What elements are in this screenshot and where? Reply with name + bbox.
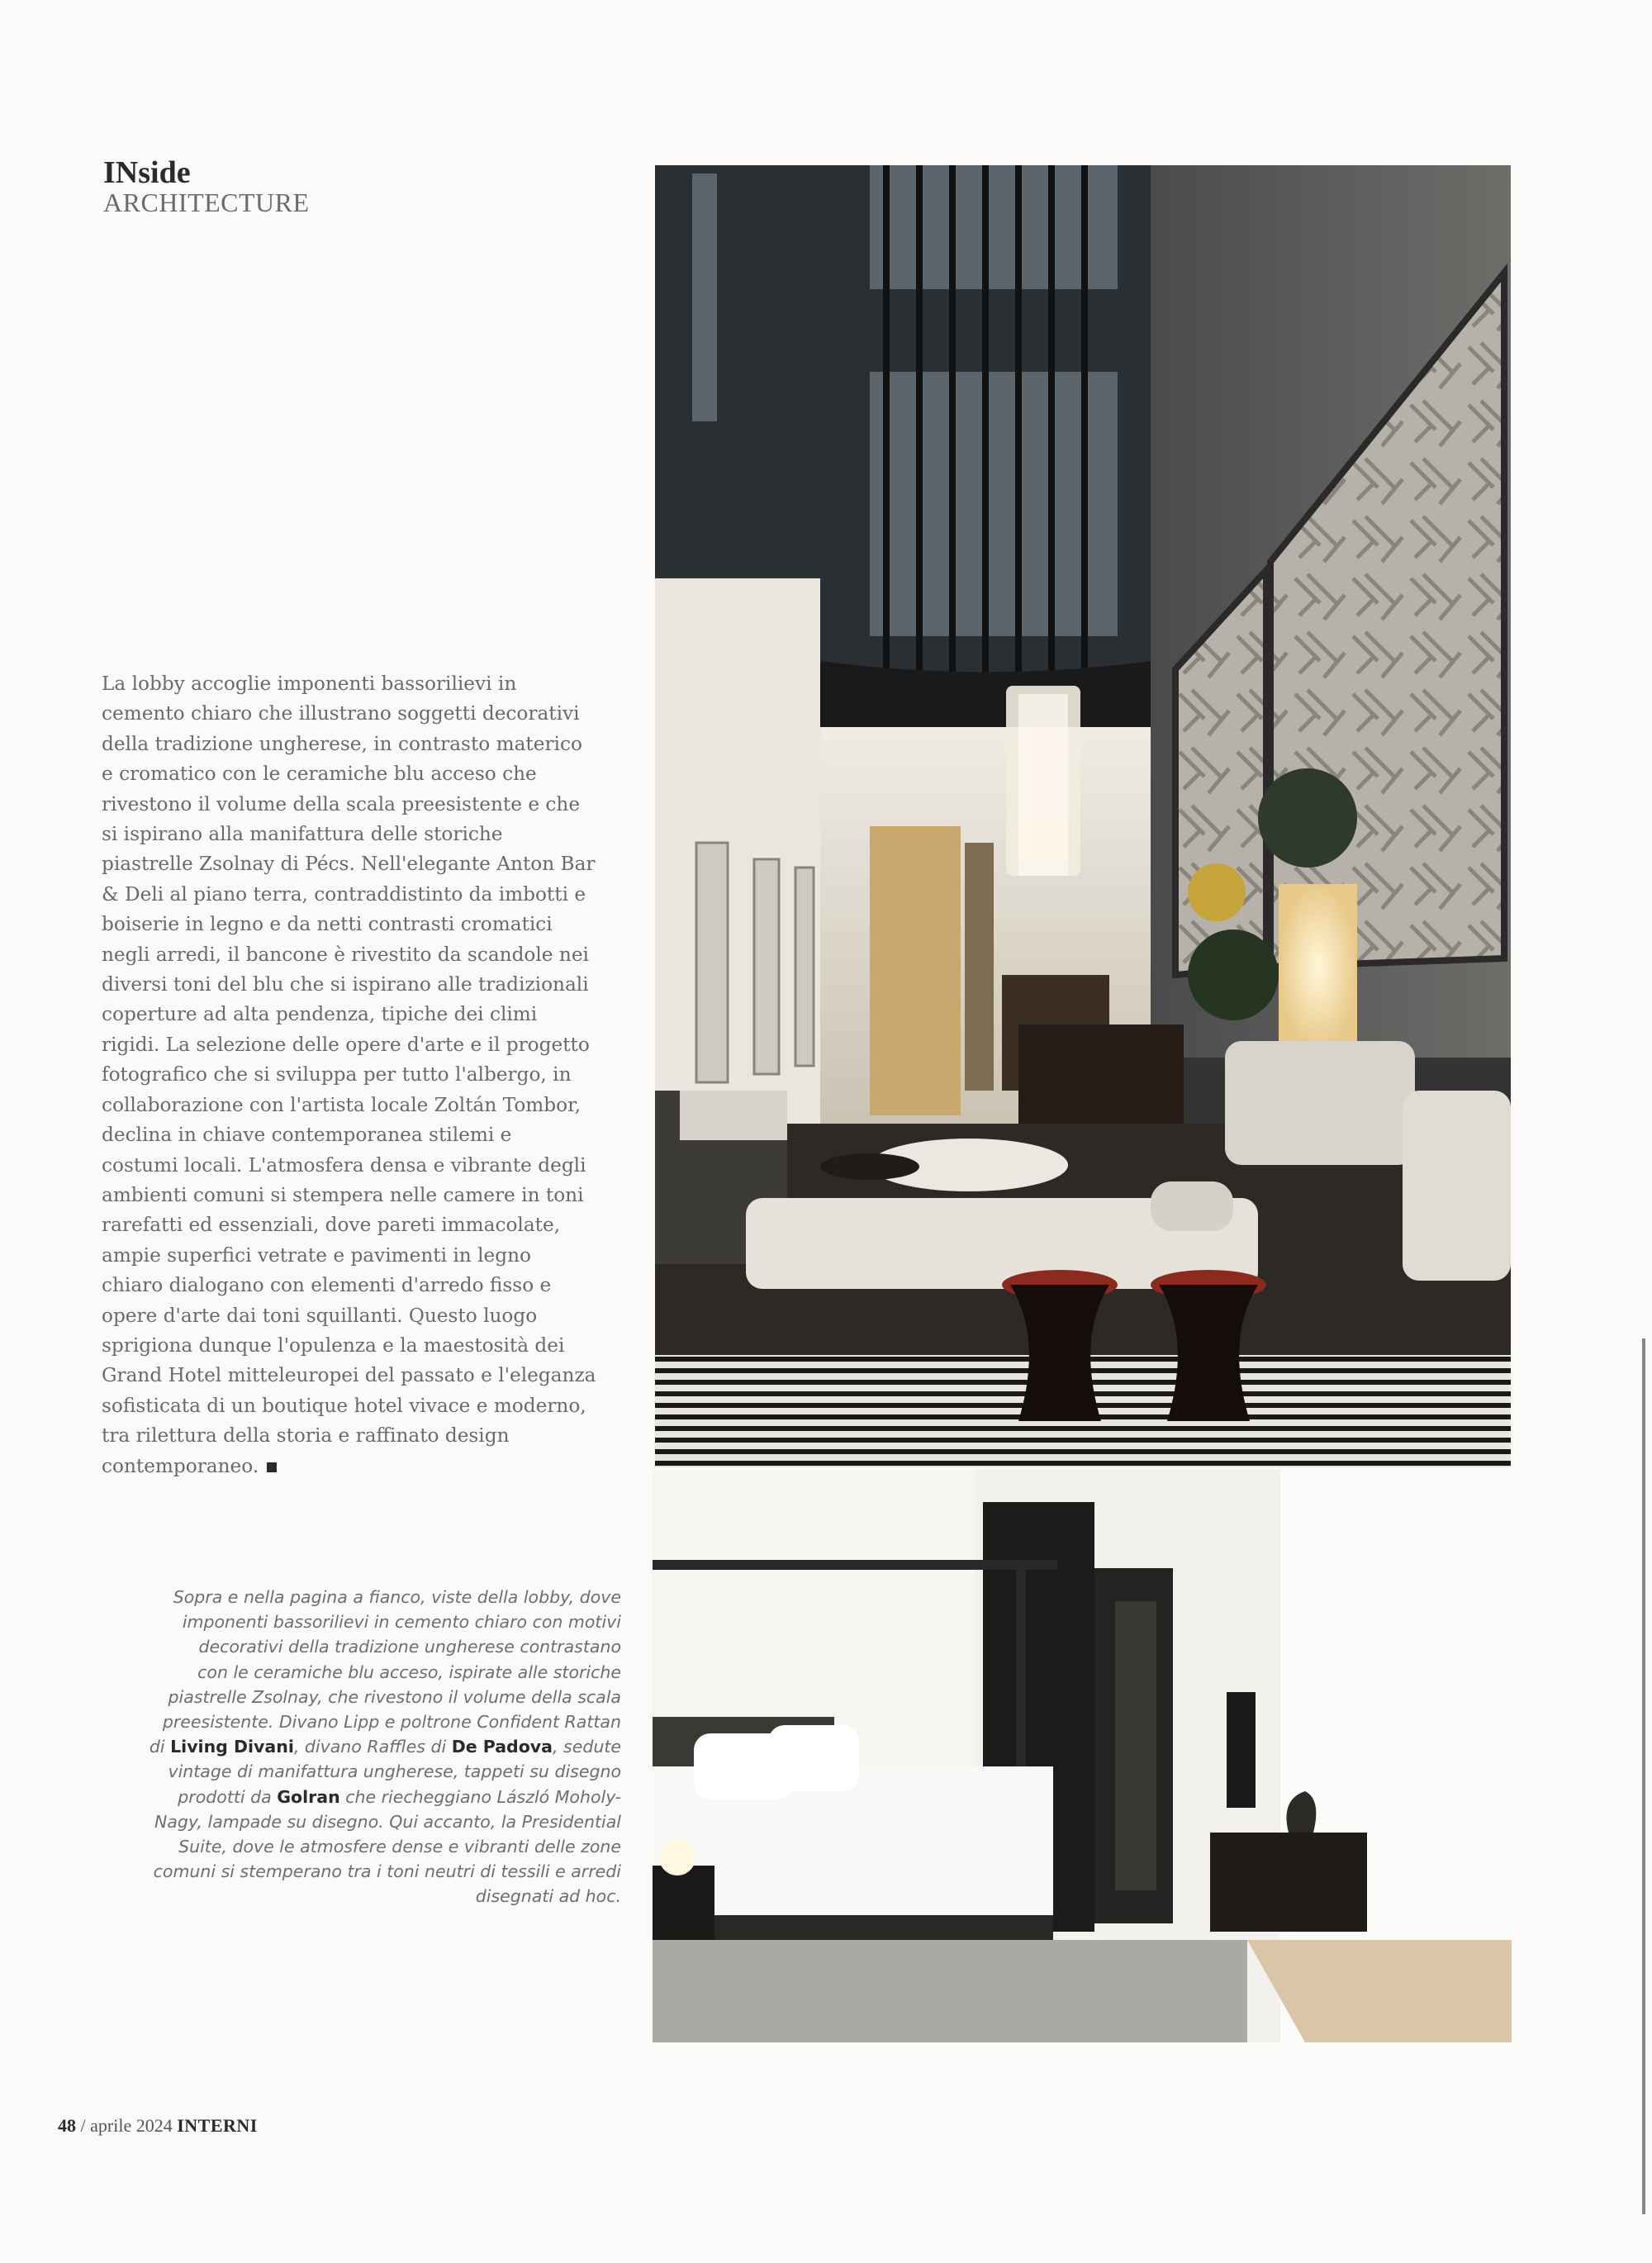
caption-line: piastrelle Zsolnay, che rivestono il volume della scala: [168, 1686, 621, 1707]
body-text-line: diversi toni del blu che si ispirano alle tradizionali: [102, 973, 589, 996]
body-text-line: piastrelle Zsolnay di Pécs. Nell'elegante Anton Bar: [102, 853, 596, 876]
page-footer: [58, 2115, 258, 2137]
body-text-line: si ispirano alla manifattura delle storiche: [102, 823, 503, 846]
caption-line: preesistente. Divano Lipp e poltrone Confident Rattan: [162, 1712, 621, 1733]
brand-living-divani: Living Divani: [170, 1737, 294, 1757]
body-text-line: declina in chiave contemporanea stilemi e: [102, 1124, 512, 1147]
body-text-line: rigidi. La selezione delle opere d'arte e il progetto: [102, 1033, 590, 1056]
section-subtitle: ARCHITECTURE: [103, 188, 310, 217]
body-text-line: fotografico che si sviluppa per tutto l'albergo, in: [102, 1063, 572, 1086]
lobby-photo: [655, 165, 1511, 1467]
footer-separator: /: [76, 2115, 91, 2136]
body-text-line: boiserie in legno e da netti contrasti cromatici: [102, 913, 553, 936]
brand-golran: Golran: [277, 1786, 340, 1807]
page-edge-shadow: [1642, 1338, 1645, 2214]
magazine-name: INTERNI: [177, 2115, 258, 2136]
body-text-line: ampie superfici vetrate e pavimenti in legno: [102, 1243, 531, 1267]
body-text-line: coperture ad alta pendenza, tipiche dei climi: [102, 1003, 538, 1026]
body-text-line: contemporaneo.: [102, 1454, 259, 1477]
caption-line: , sedute: [553, 1737, 621, 1757]
body-text-line: rarefatti ed essenziali, dove pareti immacolate,: [102, 1214, 561, 1237]
body-text-line: e cromatico con le ceramiche blu acceso che: [102, 763, 537, 786]
suite-photo: [653, 1469, 1512, 2042]
body-text-line: sofisticata di un boutique hotel vivace e moderno,: [102, 1394, 586, 1417]
body-text-line: negli arredi, il bancone è rivestito da scandole nei: [102, 943, 589, 966]
caption-line: comuni si stemperano tra i toni neutri di tessili e arredi: [153, 1861, 621, 1882]
issue-date: aprile 2024: [90, 2115, 173, 2136]
caption-line: di: [149, 1737, 171, 1757]
caption-line: decorativi della tradizione ungherese contrastano: [198, 1637, 621, 1657]
caption-line: con le ceramiche blu acceso, ispirate alle storiche: [197, 1662, 621, 1682]
body-text-line: opere d'arte dai toni squillanti. Questo luogo: [102, 1304, 538, 1327]
caption-line: , divano Raffles di: [293, 1737, 452, 1757]
caption-line: prodotti da: [178, 1786, 278, 1807]
caption-line: che riecheggiano László Moholy-: [339, 1786, 621, 1807]
caption-line: Sopra e nella pagina a fianco, viste della lobby, dove: [173, 1587, 621, 1607]
end-of-article-mark: [267, 1462, 277, 1472]
body-text-line: ambienti comuni si stempera nelle camere in toni: [102, 1183, 584, 1206]
body-text-line: collaborazione con l'artista locale Zoltán Tombor,: [102, 1093, 581, 1116]
brand-de-padova: De Padova: [451, 1737, 553, 1757]
caption-line: Suite, dove le atmosfere dense e vibranti delle zone: [178, 1837, 621, 1857]
body-text-line: La lobby accoglie imponenti bassorilievi in: [102, 673, 517, 695]
body-text-line: & Deli al piano terra, contraddistinto da imbotti e: [102, 882, 586, 906]
body-text-line: tra rilettura della storia e raffinato design: [102, 1424, 510, 1448]
body-text-line: Grand Hotel mitteleuropei del passato e l'eleganza: [102, 1364, 596, 1387]
body-text-line: chiaro dialogano con elementi d'arredo fisso e: [102, 1274, 552, 1297]
photo-caption: [116, 1585, 621, 1909]
caption-line: disegnati ad hoc.: [475, 1886, 621, 1907]
caption-line: Nagy, lampade su disegno. Qui accanto, la Presidential: [154, 1811, 621, 1832]
caption-line: vintage di manifattura ungherese, tappeti su disegno: [168, 1761, 621, 1782]
body-text-line: cemento chiaro che illustrano soggetti decorativi: [102, 702, 580, 725]
body-text-line: costumi locali. L'atmosfera densa e vibrante degli: [102, 1153, 586, 1177]
page-number: 48: [58, 2115, 76, 2136]
caption-line: imponenti bassorilievi in cemento chiaro con motivi: [182, 1612, 621, 1633]
section-label: [103, 157, 310, 216]
body-text-line: della tradizione ungherese, in contrasto materico: [102, 732, 582, 755]
body-text-line: rivestono il volume della scala preesistente e che: [102, 792, 581, 815]
body-text-line: sprigiona dunque l'opulenza e la maestosità dei: [102, 1334, 565, 1357]
article-body: [102, 669, 601, 1481]
section-title: INside: [103, 155, 191, 190]
